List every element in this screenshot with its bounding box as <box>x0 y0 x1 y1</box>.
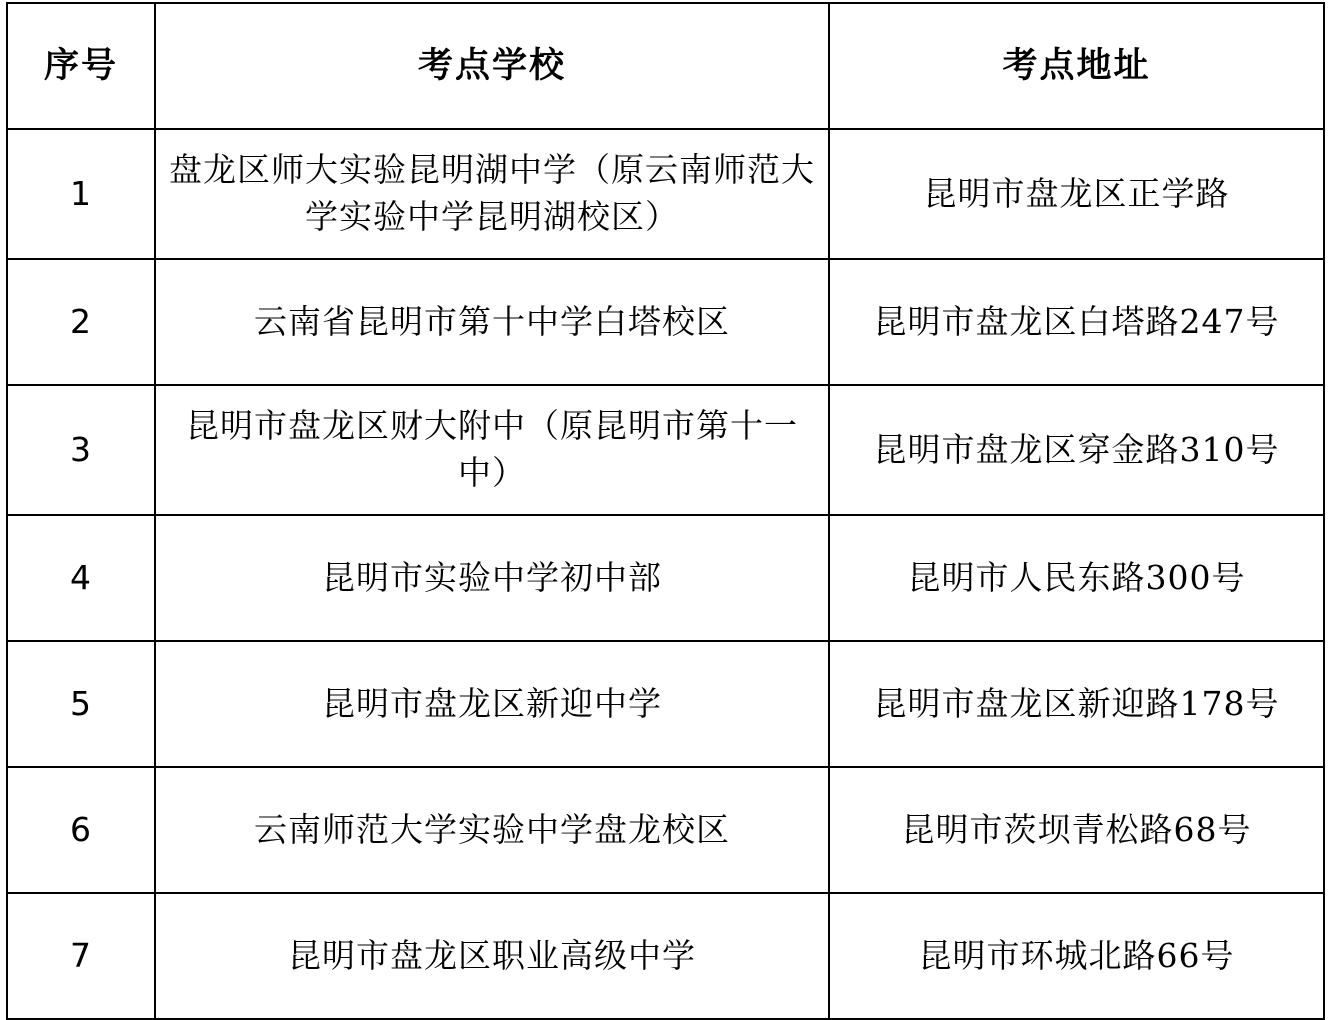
table-row <box>7 515 1324 641</box>
cell-index: 6 <box>7 767 155 893</box>
cell-index: 1 <box>7 129 155 259</box>
cell-index: 7 <box>7 893 155 1019</box>
table-row <box>7 259 1324 385</box>
exam-sites-table <box>6 2 1325 1020</box>
table-row <box>7 893 1324 1019</box>
table-header-row <box>7 3 1324 129</box>
cell-address: 昆明市盘龙区正学路 <box>829 129 1324 259</box>
cell-school: 昆明市盘龙区新迎中学 <box>155 641 829 767</box>
table-body <box>7 129 1324 1019</box>
cell-address: 昆明市盘龙区穿金路310号 <box>829 385 1324 515</box>
cell-school: 盘龙区师大实验昆明湖中学（原云南师范大学实验中学昆明湖校区） <box>155 129 829 259</box>
cell-address: 昆明市盘龙区白塔路247号 <box>829 259 1324 385</box>
table-row <box>7 641 1324 767</box>
table-header <box>7 3 1324 129</box>
column-header-index: 序号 <box>7 3 155 129</box>
cell-index: 3 <box>7 385 155 515</box>
column-header-school: 考点学校 <box>155 3 829 129</box>
cell-address: 昆明市人民东路300号 <box>829 515 1324 641</box>
cell-school: 云南省昆明市第十中学白塔校区 <box>155 259 829 385</box>
table-row <box>7 129 1324 259</box>
cell-school: 昆明市盘龙区职业高级中学 <box>155 893 829 1019</box>
table-row <box>7 767 1324 893</box>
cell-index: 4 <box>7 515 155 641</box>
cell-address: 昆明市盘龙区新迎路178号 <box>829 641 1324 767</box>
cell-school: 昆明市盘龙区财大附中（原昆明市第十一中） <box>155 385 829 515</box>
table-row <box>7 385 1324 515</box>
cell-address: 昆明市环城北路66号 <box>829 893 1324 1019</box>
cell-address: 昆明市茨坝青松路68号 <box>829 767 1324 893</box>
column-header-address: 考点地址 <box>829 3 1324 129</box>
cell-school: 云南师范大学实验中学盘龙校区 <box>155 767 829 893</box>
cell-index: 5 <box>7 641 155 767</box>
cell-index: 2 <box>7 259 155 385</box>
cell-school: 昆明市实验中学初中部 <box>155 515 829 641</box>
